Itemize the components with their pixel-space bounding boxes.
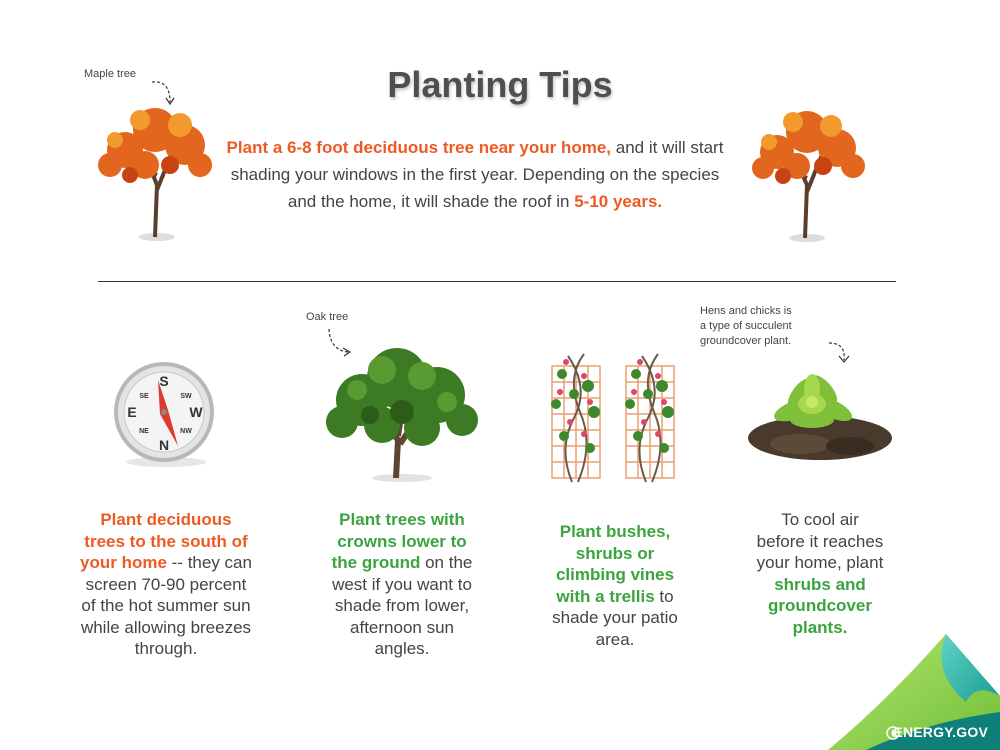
trellis-vines-icon: [544, 348, 686, 488]
oak-tree-caption: Oak tree: [306, 311, 349, 323]
maple-tree-left-icon: [85, 95, 220, 245]
compass-e-label: E: [127, 404, 137, 420]
tip-south-body: -- they can screen 70-90 percent of the hot summer sun while allowing breezes through.: [80, 553, 252, 658]
hens-caption-line-1: Hens and chicks is: [700, 305, 792, 317]
compass-ne-label: NE: [139, 428, 149, 435]
section-divider: [98, 281, 896, 282]
compass-n-label: N: [158, 437, 170, 453]
tip-trellis-text: [548, 521, 682, 650]
compass-icon: [108, 358, 220, 470]
intro-highlight-2: 5-10 years.: [574, 192, 663, 211]
hens-and-chicks-caption: [700, 304, 820, 349]
tip-south-text: [78, 509, 254, 660]
maple-tree-right-icon: [745, 100, 875, 245]
compass-nw-label: NW: [180, 428, 192, 435]
energy-gov-logo-text[interactable]: ENERGY.GOV: [893, 724, 988, 740]
hens-caption-line-2: a type of succulent: [700, 320, 792, 332]
intro-paragraph: [215, 134, 735, 215]
compass-sw-label: SW: [180, 393, 192, 400]
tip-groundcover-body: To cool air before it reaches your home, plant: [756, 510, 884, 572]
hens-caption-line-3: groundcover plant.: [700, 335, 792, 347]
maple-tree-caption: Maple tree: [84, 68, 136, 80]
tip-groundcover-highlight: shrubs and groundcover plants.: [768, 574, 872, 637]
tip-west-text: [326, 509, 478, 660]
tip-west-highlight: Plant trees with crowns lower to the ground: [331, 510, 467, 572]
page-title: Planting Tips: [387, 64, 613, 105]
compass-s-label: S: [159, 373, 169, 389]
tip-west-body: on the west if you want to shade from lower, afternoon sun angles.: [332, 553, 473, 658]
tip-trellis-highlight: Plant bushes, shrubs or climbing vines with a trellis: [555, 522, 675, 606]
compass-w-label: W: [189, 404, 203, 420]
tip-groundcover-text: [756, 509, 884, 638]
tip-trellis-body: to shade your patio area.: [552, 586, 678, 649]
intro-highlight-1: Plant a 6-8 foot deciduous tree near your home,: [226, 138, 612, 157]
succulent-plant-icon: [740, 360, 900, 470]
oak-tree-icon: [322, 340, 482, 485]
intro-text: and it will start shading your windows in the first year. Depending on the species and the home, it will shade the roof in: [230, 138, 724, 211]
tip-south-highlight: Plant deciduous trees to the south of your home: [80, 510, 248, 572]
compass-se-label: SE: [139, 393, 149, 400]
